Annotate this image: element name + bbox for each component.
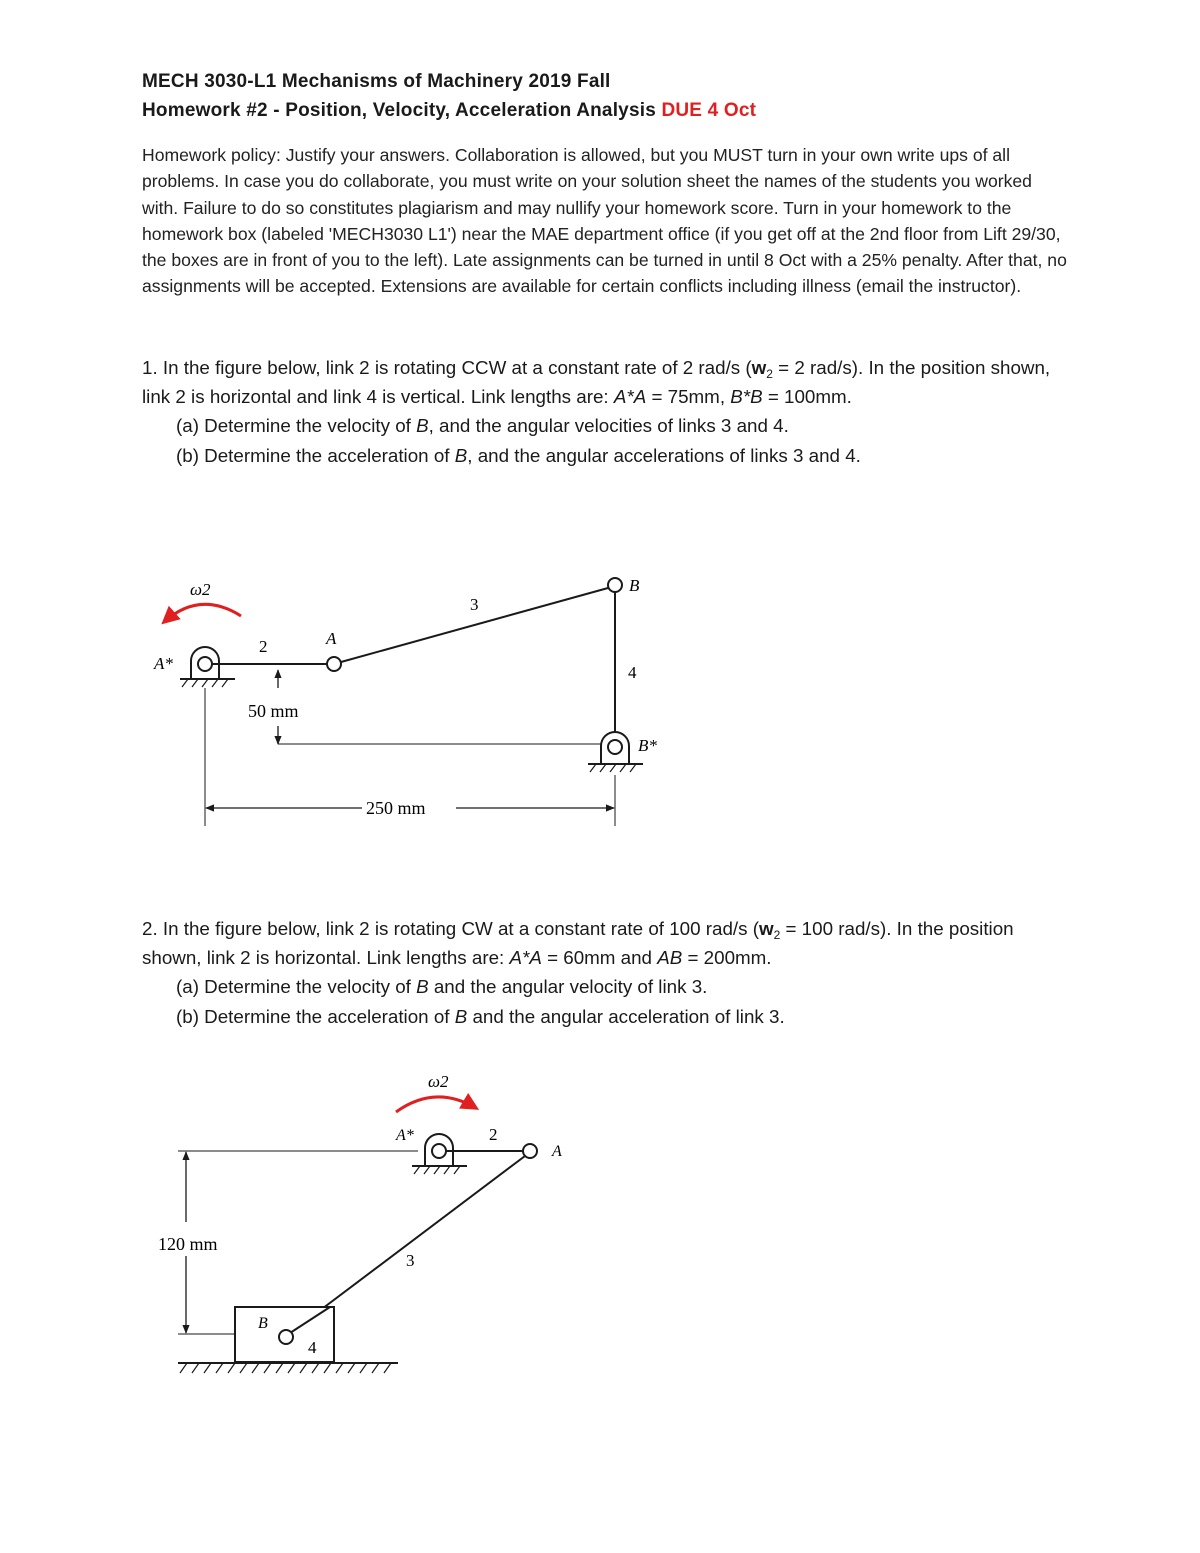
omega-symbol-2: w: [758, 918, 774, 939]
label-b-star: B*: [638, 736, 657, 755]
label-a-star: A*: [154, 654, 173, 673]
due-date: DUE 4 Oct: [661, 100, 757, 121]
problem-2-statement: 2. In the figure below, link 2 is rotating CW at a constant rate of 100 rad/s ($w_2 = 100$ rad/s). In the position shown, link 2 is horizontal. Link lengths are: A*A = 60mm and AB = 200mm.: [142, 918, 1014, 968]
ground-pivot-b-star: [588, 732, 643, 772]
dim-50mm: 50 mm: [248, 701, 299, 721]
problem-2: [142, 914, 1062, 1032]
label-link-2: 2: [259, 637, 268, 656]
label-link-2-b: 2: [489, 1125, 498, 1144]
problem-1-statement: 1. In the figure below, link 2 is rotating CCW at a constant rate of 2 rad/s ($w_2 = 2$ rad/s). In the position shown, link 2 is horizontal and link 4 is vertical. Link lengths are: A*A = 75mm, B*B = 100mm.: [142, 357, 1051, 407]
homework-policy: Homework policy: Justify your answers. Collaboration is allowed, but you MUST turn in your own write ups of all problems. In case you do collaborate, you must write on your solution sheet the names of the students you worked with. Failure to do so constitutes plagiarism and may nullify your homework score. Turn in your homework to the homework box (labeled 'MECH3030 L1') near the MAE department office (if you get off at the 2nd floor from Lift 29/30, the boxes are in front of you to the left). Late assignments can be turned in until 8 Oct with a 25% penalty. After that, no assignments will be accepted. Extensions are available for certain conflicts including illness (email the instructor).: [142, 145, 1067, 297]
label-joint-b-2: B: [258, 1315, 268, 1332]
problem-2-part-a: (a) Determine the velocity of B and the angular velocity of link 3.: [176, 976, 708, 997]
figure-1-fourbar: [140, 560, 680, 835]
figure-2-dimension: [140, 1130, 440, 1390]
label-a-star-2: A*: [396, 1127, 414, 1144]
label-link-4: 4: [628, 663, 637, 682]
label-joint-a: A: [326, 629, 337, 648]
omega-label-2: ω2: [428, 1072, 449, 1091]
homework-title: [142, 100, 756, 122]
ccw-rotation-arrow: [164, 604, 241, 622]
label-joint-b: B: [629, 576, 640, 595]
label-link-3: 3: [470, 595, 479, 614]
joint-a-2: [523, 1144, 537, 1158]
problem-1-part-b: (b) Determine the acceleration of B, and the angular accelerations of links 3 and 4.: [176, 445, 861, 466]
omega-label: ω2: [190, 580, 211, 599]
problem-1-part-a: (a) Determine the velocity of B, and the angular velocities of links 3 and 4.: [176, 415, 789, 436]
cw-rotation-arrow: [396, 1097, 476, 1112]
homework-title-text: Homework #2 - Position, Velocity, Acceleration Analysis: [142, 100, 656, 121]
label-link-3-b: 3: [406, 1251, 415, 1270]
joint-a: [327, 657, 341, 671]
joint-b: [608, 578, 622, 592]
course-title: MECH 3030-L1 Mechanisms of Machinery 2019 Fall: [142, 71, 611, 92]
omega-symbol: w: [751, 357, 767, 378]
problem-2-part-b: (b) Determine the acceleration of B and the angular acceleration of link 3.: [176, 1006, 785, 1027]
dim-120mm: 120 mm: [158, 1234, 218, 1254]
label-link-4-b: 4: [308, 1338, 317, 1357]
dim-250mm: 250 mm: [366, 798, 426, 818]
ground-pivot-a-star: [180, 647, 235, 687]
problem-1: [142, 353, 1062, 471]
ground-hatch: [180, 1363, 391, 1373]
label-joint-a-2: A: [552, 1143, 562, 1160]
